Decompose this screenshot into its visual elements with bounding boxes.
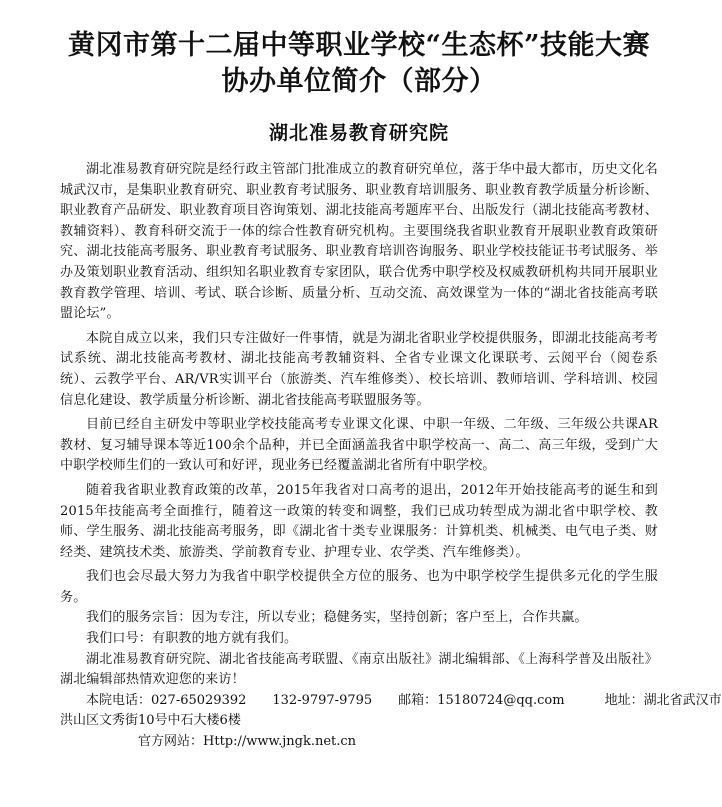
phone-label: 本院电话：: [86, 692, 152, 708]
website-url: Http://www.jngk.net.cn: [203, 734, 357, 750]
phone-number-2: 132-9797-9795: [272, 692, 373, 708]
paragraph-slogan: 我们口号：有职教的地方就有我们。: [86, 631, 298, 647]
phone-number-1: 027-65029392: [151, 692, 247, 708]
paragraph-services: 本院自成立以来，我们只专注做好一件事情，就是为湖北省职业学校提供服务，即湖北技能高考考试系统、湖北技能高考教材、湖北技能高考教辅资料、全省专业课文化课联考、云阅平台（阅卷系统）、云教学平台、AR/VR实训平台（旅游类、汽车维修类）、校长培训、教师培训、学科培训、校园信息化建设、教学质量分析诊断、湖北省技能高考联盟服务等。: [60, 330, 658, 408]
paragraph-commitment: 我们也会尽最大努力为我省中职学校提供全方位的服务、也为中职学校学生提供多元化的学生服务。: [60, 569, 658, 605]
paragraph-tenet: 我们的服务宗旨：因为专注，所以专业；稳健务实，坚持创新；客户至上，合作共赢。: [86, 610, 588, 626]
document-title: [60, 28, 658, 100]
paragraph-products: 目前已经自主研发中等职业学校技能高考专业课文化课、中职一年级、二年级、三年级公共课AR教材、复习辅导课本等近100余个品种，并已全面涵盖我省中职学校高一、高二、高三年级，受到广大中职学校师生们的一致认可和好评，现业务已经覆盖湖北省所有中职学校。: [60, 417, 658, 474]
address-part-2: 洪山区文秀街10号中石大楼6楼: [60, 713, 241, 729]
contact-line-2: [60, 711, 658, 732]
title-line-2: 协办单位简介（部分）: [221, 66, 497, 97]
organization-name: 湖北准易教育研究院: [268, 122, 449, 144]
paragraph-welcome: 湖北准易教育研究院、湖北省技能高考联盟、《南京出版社》湖北编辑部、《上海科学普及出版社》湖北编辑部热情欢迎您的来访！: [60, 651, 658, 688]
email-address: 15180724@qq.com: [437, 692, 565, 708]
address-part-1: 湖北省武汉市: [643, 692, 722, 708]
paragraph-overview: 湖北准易教育研究院是经行政主管部门批准成立的教育研究单位，落于华中最大都市，历史文化名城武汉市，是集职业教育研究、职业教育考试服务、职业教育培训服务、职业教育教学质量分析诊断、职业教育产品研发、职业教育项目咨询策划、湖北技能高考题库平台、出版发行（湖北技能高考教材、教辅资料）、教育科研交流于一体的综合性教育研究机构。主要围绕我省职业教育开展职业教育政策研究、湖北技能高考服务、职业教育考试服务、职业教育培训咨询服务、职业学校技能证书考试服务、举办及策划职业教育活动、组织知名职业教育专家团队，联合优秀中职学校及权威教研机构共同开展职业教育教学管理、培训、考试、联合诊断、质量分析、互动交流、高效课堂为一体的“湖北省技能高考联盟论坛”。: [60, 162, 658, 322]
introduction-body: [60, 160, 658, 691]
address-label: 地址：: [604, 692, 644, 708]
contact-line-3: [60, 732, 658, 753]
contact-line-1: [60, 691, 722, 712]
contact-block: [60, 691, 722, 753]
title-line-1: 黄冈市第十二届中等职业学校“生态杯”技能大赛: [67, 30, 651, 61]
paragraph-reform: 随着我省职业教育政策的改革，2015年我省对口高考的退出，2012年开始技能高考的诞生和到2015年技能高考全面推行，随着这一政策的转变和调整，我们已成功转型成为湖北省中职学校、教师、学生服务、湖北技能高考服务，即《湖北省十类专业课服务：计算机类、机械类、电气电子类、财经类、建筑技术类、旅游类、学前教育专业、护理专业、农学类、汽车维修类）。: [60, 482, 658, 560]
email-label: 邮箱：: [398, 692, 438, 708]
website-label: 官方网站：: [138, 734, 204, 750]
